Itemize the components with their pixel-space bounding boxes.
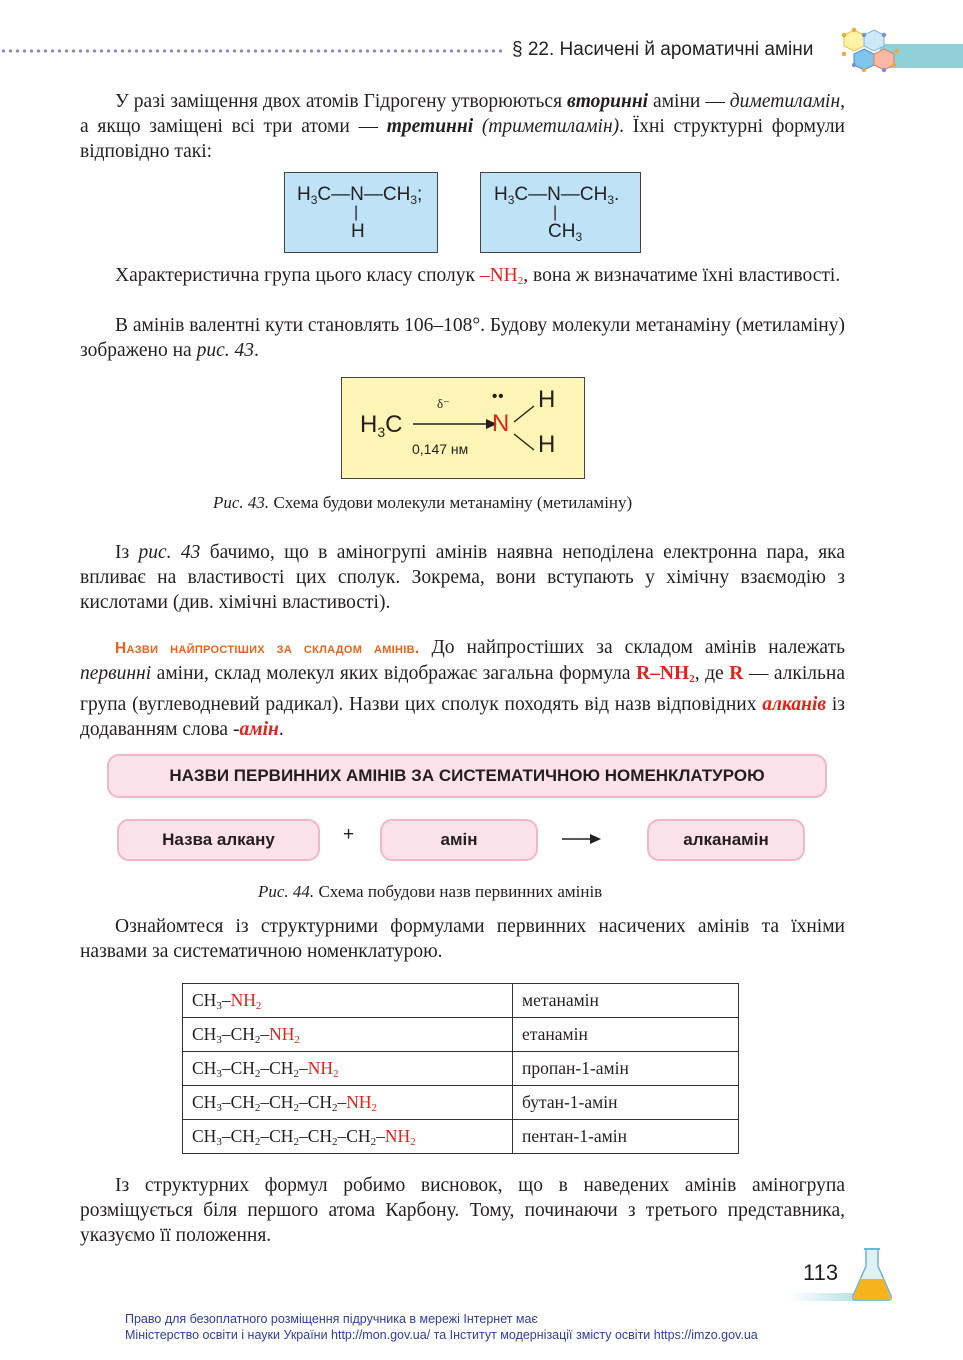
h3c-group: $H_3C$ [360,411,403,440]
table-row [183,1018,739,1052]
name-cell: етанамін [513,1018,739,1052]
header-dotted-line [0,49,505,53]
nitrogen-atom: N [492,410,510,437]
paragraph-valence-angles: В амінів валентні кути становлять 106–108°. Будову молекули метанаміну (метиламіну) зображено на рис. 43. [80,315,845,361]
chemistry-flask-icon [850,1246,894,1302]
subsection-heading: Назви найпростіших за складом амінів. [115,640,420,657]
nomenclature-scheme-title: НАЗВИ ПЕРВИННИХ АМІНІВ ЗА СИСТЕМАТИЧНОЮ НОМЕНКЛАТУРОЮ [107,754,827,798]
amine-suffix-box: амін [380,819,538,861]
molecule-hexagons-icon [840,27,904,83]
name-cell: пропан-1-амін [513,1052,739,1086]
paragraph-lone-pair: Із рис. 43 бачимо, що в аміногрупі амінів наявна неподілена електронна пара, яка впливає на властивості цих сполук. Зокрема, вони вступають у хімічну взаємодію з кислотами (див. хімічні властивості). [80,542,845,613]
table-row [183,984,739,1018]
bond-length-label: 0,147 нм [412,441,469,457]
footer-license-line1: Право для безоплатного розміщення підручника в мережі Інтернет має [125,1312,538,1326]
dimethylamine-formula-box: $H_3C—N—CH_3$; | H [284,172,438,253]
lone-pair-dots: •• [492,388,505,405]
methanamine-structure-figure [341,377,585,479]
paragraph-conclusion: Із структурних формул робимо висновок, що в наведених амінів аміногрупа розміщується біля першого атома Карбону. Тому, починаючи з третього представника, указуємо її положення. [80,1175,845,1246]
paragraph-secondary-tertiary: У разі заміщення двох атомів Гідрогену утворюються вторинні аміни — диметиламін, а якщо заміщені всі три атоми — третинні (триметиламін). Їхні структурні формули відповідно такі: [80,91,845,162]
primary-amines-table [182,983,739,1154]
arrow-right-icon [562,832,602,846]
hydrogen-bottom: H [538,431,556,458]
paragraph-characteristic-group: Характеристична група цього класу сполук –NH2, вона ж визначатиме їхні властивості. [115,265,841,287]
formula-cell: CH3–CH2–CH2–CH2–NH2 [183,1086,513,1120]
hydrogen-top: H [538,386,556,413]
figure-44-caption: Рис. 44. Схема побудови назв первинних амінів [258,882,603,901]
section-title: § 22. Насичені й ароматичні аміни [512,39,814,60]
page-number: 113 [803,1260,839,1285]
paragraph-simple-amine-names: Назви найпростіших за складом амінів. До найпростіших за складом амінів належать первинні аміни, склад молекул яких відображає загальна формула R–NH2, де R — алкільна група (вуглеводневий радикал). Назви цих сполук походять від назв відповідних алканів із додаванням слова -амін. [80,637,846,740]
formula-cell: CH3–CH2–NH2 [183,1018,513,1052]
paragraph-table-intro: Ознайомтеся із структурними формулами первинних насичених амінів та їхніми назвами за систематичною номенклатурою. [80,916,845,962]
table-row [183,1120,739,1154]
table-row [183,1052,739,1086]
n-h-bonds [512,400,540,456]
name-cell: метанамін [513,984,739,1018]
table-row [183,1086,739,1120]
polar-bond-arrow [412,418,498,430]
formula-cell: CH3–CH2–CH2–CH2–CH2–NH2 [183,1120,513,1154]
alkane-name-box: Назва алкану [117,819,320,861]
name-cell: бутан-1-амін [513,1086,739,1120]
partial-charge-label: δ⁻ [437,396,450,411]
plus-sign: + [343,824,355,845]
alkanamine-box: алканамін [647,819,805,861]
trimethylamine-formula-box: $H_3C—N—CH_3$. | $CH_3$ [480,172,641,253]
formula-cell: CH3–NH2 [183,984,513,1018]
name-cell: пентан-1-амін [513,1120,739,1154]
footer-license-line2: Міністерство освіти і науки України http://mon.gov.ua/ та Інститут модернізації змісту освіти https://imzo.gov.ua [125,1328,758,1342]
figure-43-caption: Рис. 43. Схема будови молекули метанаміну (метиламіну) [213,493,633,512]
formula-cell: CH3–CH2–CH2–NH2 [183,1052,513,1086]
